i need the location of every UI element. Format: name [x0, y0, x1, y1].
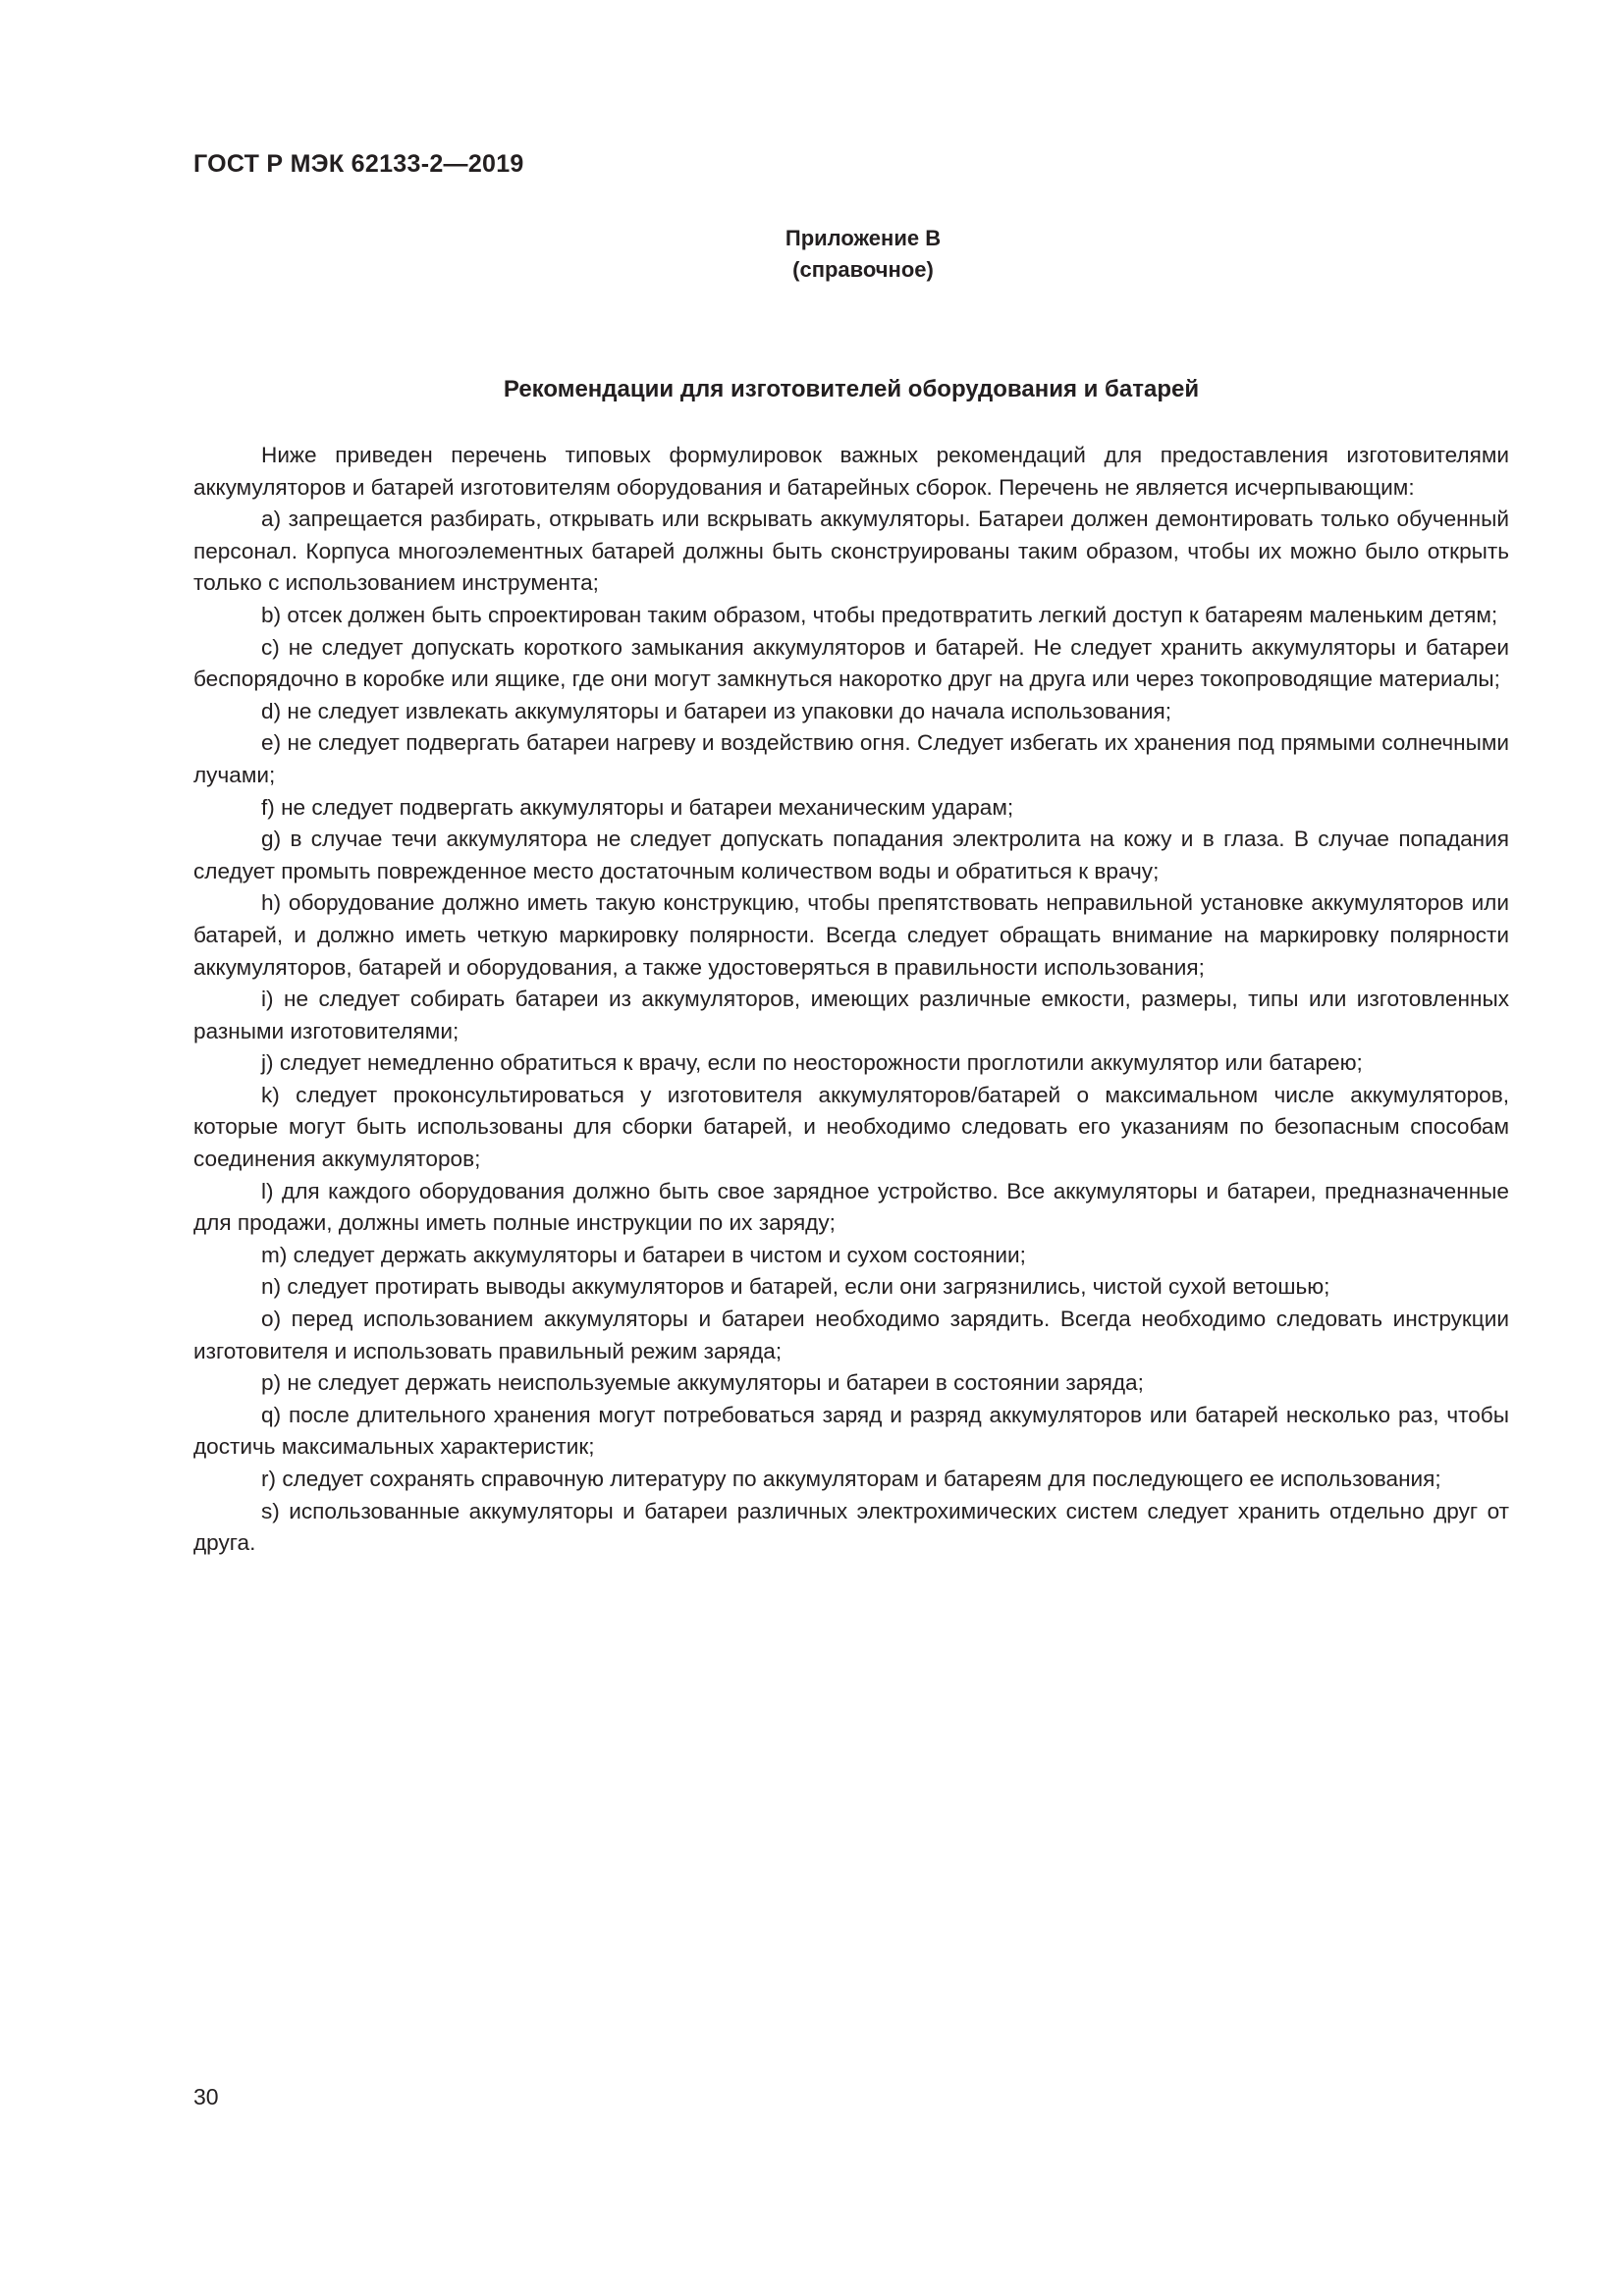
annex-kind: (справочное) [792, 257, 934, 282]
list-item: о) перед использованием аккумуляторы и батареи необходимо зарядить. Всегда необходимо следовать инструкции изготовителя и использовать правильный режим заряда; [193, 1307, 1509, 1363]
page-number: 30 [193, 2084, 219, 2109]
list-item: s) использованные аккумуляторы и батареи различных электрохимических систем следует хранить отдельно друг от друга. [193, 1498, 1509, 1556]
list-item: а) запрещается разбирать, открывать или вскрывать аккумуляторы. Батареи должен демонтировать только обученный персонал. Корпуса многоэлементных батарей должны быть сконструированы таким образом, чтобы их можно было открыть только с использованием инструмента; [193, 507, 1509, 596]
annex-heading [0, 223, 1624, 286]
list-item: k) следует проконсультироваться у изготовителя аккумуляторов/батарей о максимальном числе аккумуляторов, которые могут быть использованы для сборки батарей, и необходимо следовать его указаниям по безопасным способам соединения аккумуляторов; [193, 1082, 1509, 1172]
list-item: с) не следует допускать короткого замыкания аккумуляторов и батарей. Не следует хранить аккумуляторы и батареи беспорядочно в коробке или ящике, где они могут замкнуться накоротко друг на друга или через токопроводящие материалы; [193, 634, 1509, 692]
list-item: m) следует держать аккумуляторы и батареи в чистом и сухом состоянии; [261, 1242, 1026, 1267]
document-code: ГОСТ Р МЭК 62133-2—2019 [193, 150, 524, 178]
list-item: q) после длительного хранения могут потребоваться заряд и разряд аккумуляторов или батарей несколько раз, чтобы достичь максимальных характеристик; [193, 1402, 1509, 1460]
list-item: е) не следует подвергать батареи нагреву и воздействию огня. Следует избегать их хранения под прямыми солнечными лучами; [193, 730, 1509, 787]
list-item: h) оборудование должно иметь такую конструкцию, чтобы препятствовать неправильной установке аккумуляторов или батарей, и должно иметь четкую маркировку полярности. Всегда следует обращать внимание на маркировку полярности аккумуляторов, батарей и оборудования, а также удостоверяться в правильности использования; [193, 890, 1509, 980]
list-item: р) не следует держать неиспользуемые аккумуляторы и батареи в состоянии заряда; [261, 1370, 1144, 1396]
annex-title: Приложение В [785, 226, 942, 250]
list-item: l) для каждого оборудования должно быть свое зарядное устройство. Все аккумуляторы и батареи, предназначенные для продажи, должны иметь полные инструкции по их заряду; [193, 1178, 1509, 1236]
body-text [193, 440, 1509, 1560]
list-item: n) следует протирать выводы аккумуляторов и батарей, если они загрязнились, чистой сухой ветошью; [261, 1274, 1330, 1300]
list-item: f) не следует подвергать аккумуляторы и батареи механическим ударам; [261, 794, 1014, 820]
list-item: i) не следует собирать батареи из аккумуляторов, имеющих различные емкости, размеры, типы или изготовленных разными изготовителями; [193, 987, 1509, 1043]
intro-paragraph: Ниже приведен перечень типовых формулировок важных рекомендаций для предоставления изготовителями аккумуляторов и батарей изготовителям оборудования и батарейных сборок. Перечень не является исчерпывающим: [193, 443, 1509, 500]
list-item: g) в случае течи аккумулятора не следует допускать попадания электролита на кожу и в глаза. В случае попадания следует промыть поврежденное место достаточным количеством воды и обратиться к врачу; [193, 827, 1509, 883]
list-item: b) отсек должен быть спроектирован таким образом, чтобы предотвратить легкий доступ к батареям маленьким детям; [261, 602, 1498, 627]
list-item: d) не следует извлекать аккумуляторы и батареи из упаковки до начала использования; [261, 698, 1171, 723]
list-item: r) следует сохранять справочную литературу по аккумуляторам и батареям для последующего ее использования; [261, 1467, 1441, 1491]
section-title: Рекомендации для изготовителей оборудования и батарей [503, 376, 1200, 402]
list-item: j) следует немедленно обратиться к врачу, если по неосторожности проглотили аккумулятор или батарею; [261, 1050, 1363, 1076]
